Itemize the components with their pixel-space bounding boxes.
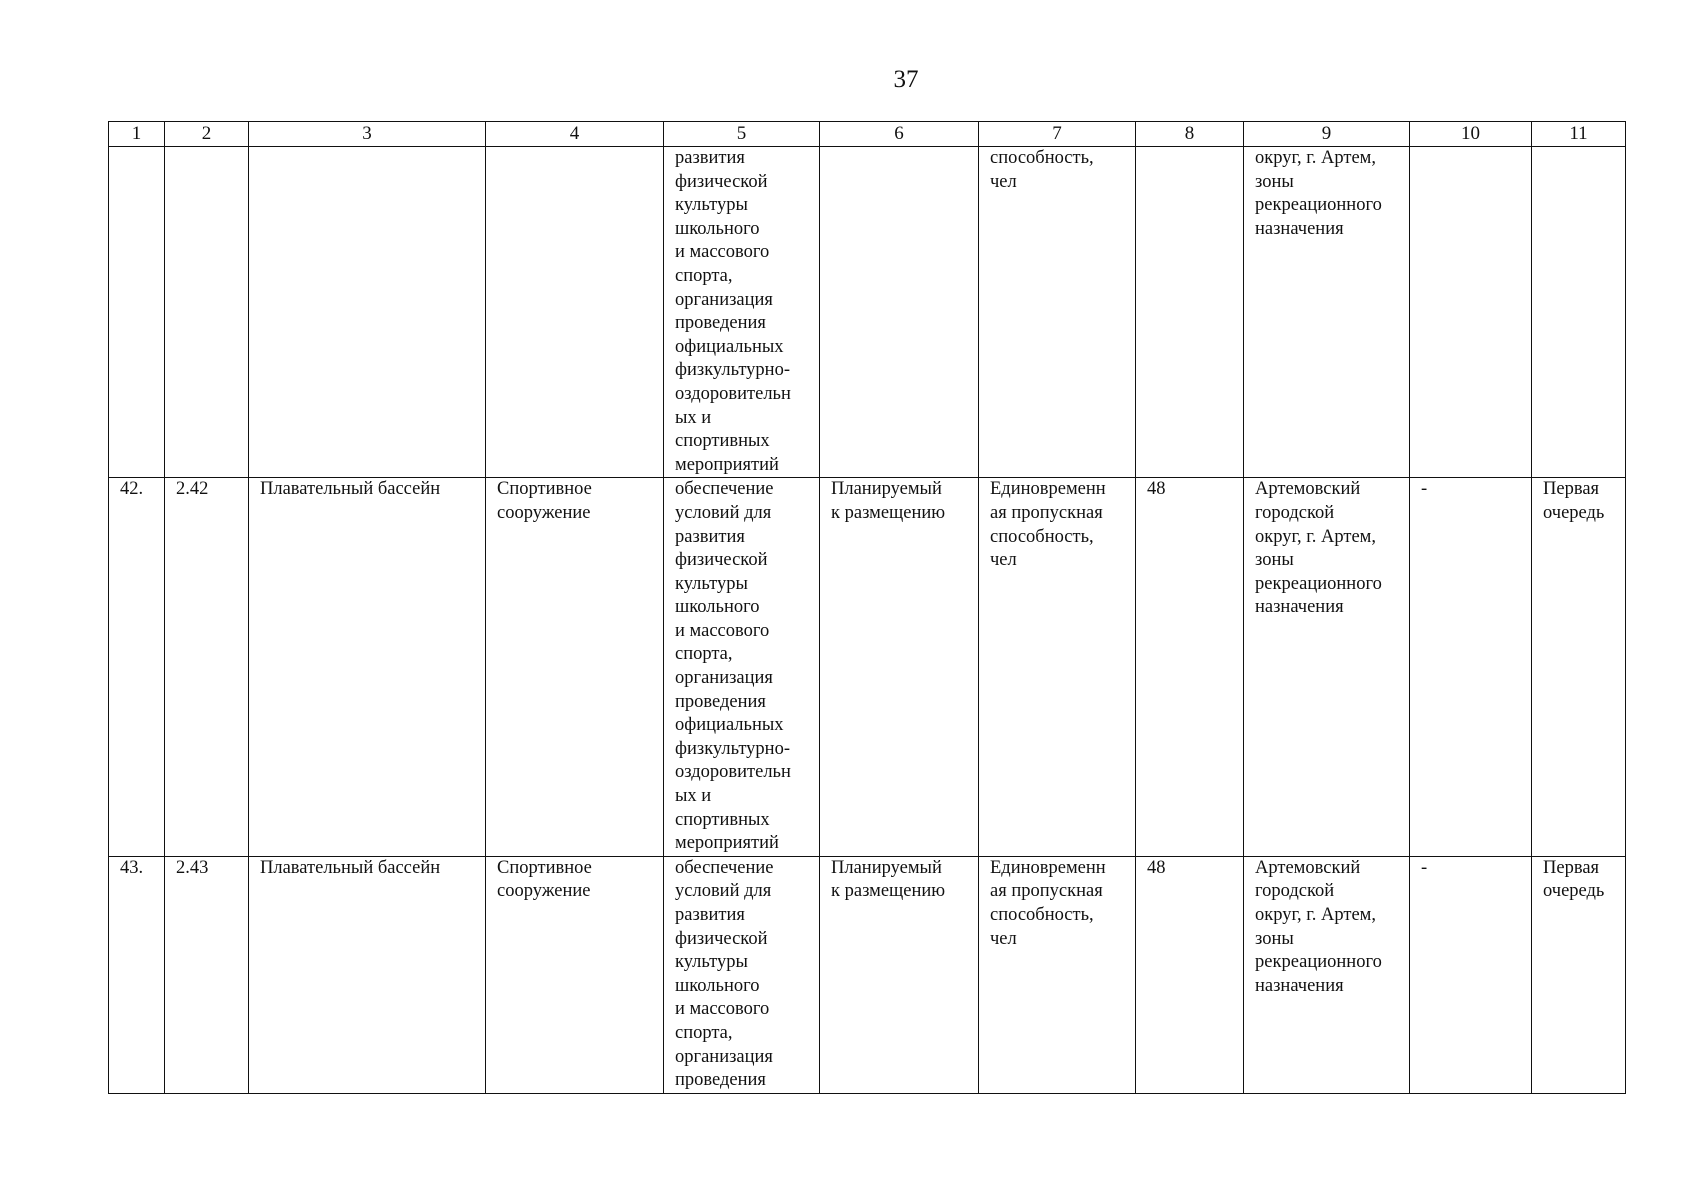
table-row-42 [109,478,1626,857]
cell-zone [1410,147,1532,478]
cell-value [1136,147,1244,478]
register-table [108,121,1626,1094]
page-number: 37 [893,66,919,93]
cell-status: Планируемый к размещению [820,856,979,1093]
cell-value: 48 [1136,478,1244,857]
cell-object-type [486,147,664,478]
cell-row-number [109,147,165,478]
cell-object-type: Спортивное сооружение [486,478,664,857]
column-header: 5 [664,122,820,147]
column-header: 7 [979,122,1136,147]
cell-code: 2.42 [165,478,249,857]
cell-status [820,147,979,478]
table-row-43 [109,856,1626,1093]
column-header: 10 [1410,122,1532,147]
cell-stage: Первая очередь [1532,856,1626,1093]
cell-purpose: обеспечение условий для развития физической культуры школьного и массового спорта, организация проведения [664,856,820,1093]
cell-status: Планируемый к размещению [820,478,979,857]
column-header: 6 [820,122,979,147]
cell-stage: Первая очередь [1532,478,1626,857]
cell-object-name: Плавательный бассейн [249,856,486,1093]
cell-row-number: 42. [109,478,165,857]
cell-location: округ, г. Артем, зоны рекреационного назначения [1244,147,1410,478]
cell-location: Артемовский городской округ, г. Артем, зоны рекреационного назначения [1244,856,1410,1093]
column-number-row [109,122,1626,147]
column-header: 2 [165,122,249,147]
cell-code [165,147,249,478]
column-header: 4 [486,122,664,147]
column-header: 3 [249,122,486,147]
column-header: 9 [1244,122,1410,147]
column-header: 11 [1532,122,1626,147]
cell-object-name: Плавательный бассейн [249,478,486,857]
table-row-continuation [109,147,1626,478]
cell-zone: - [1410,478,1532,857]
column-header: 1 [109,122,165,147]
cell-object-name [249,147,486,478]
cell-stage [1532,147,1626,478]
cell-value: 48 [1136,856,1244,1093]
column-header: 8 [1136,122,1244,147]
cell-code: 2.43 [165,856,249,1093]
cell-location: Артемовский городской округ, г. Артем, зоны рекреационного назначения [1244,478,1410,857]
cell-characteristic: Единовременн ая пропускная способность, чел [979,478,1136,857]
cell-purpose: развития физической культуры школьного и массового спорта, организация проведения официальных физкультурно- оздоровительн ых и спортивных мероприятий [664,147,820,478]
cell-purpose: обеспечение условий для развития физической культуры школьного и массового спорта, организация проведения официальных физкультурно- оздоровительн ых и спортивных мероприятий [664,478,820,857]
cell-object-type: Спортивное сооружение [486,856,664,1093]
cell-row-number: 43. [109,856,165,1093]
cell-characteristic: способность, чел [979,147,1136,478]
cell-zone: - [1410,856,1532,1093]
cell-characteristic: Единовременн ая пропускная способность, чел [979,856,1136,1093]
